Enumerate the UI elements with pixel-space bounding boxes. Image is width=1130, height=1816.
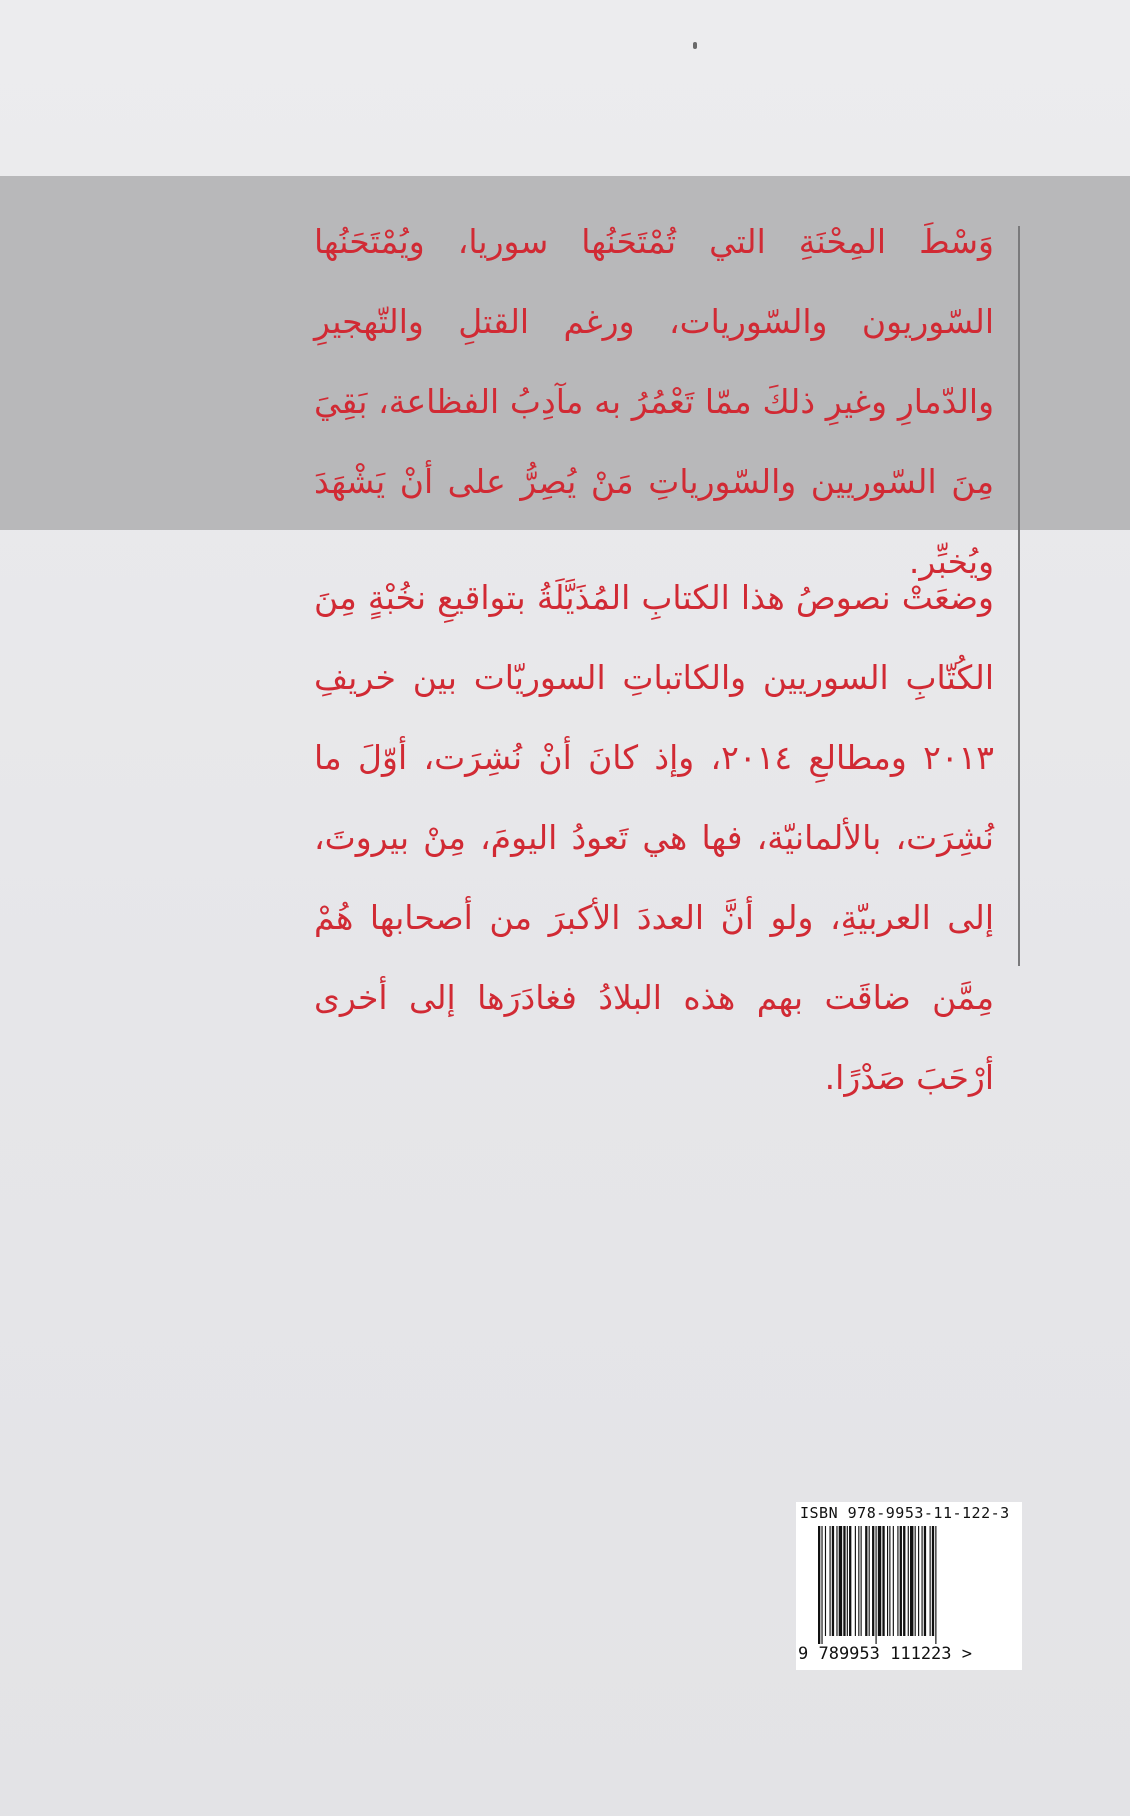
barcode-bar [935, 1526, 936, 1644]
barcode-bar [865, 1526, 867, 1636]
barcode-bar [922, 1526, 923, 1636]
barcode-bar [855, 1526, 856, 1636]
barcode-bar [869, 1526, 870, 1636]
blurb-paragraph-1: وَسْطَ المِحْنَةِ التي تُمْتَحَنُها سوريا، ويُمْتَحَنُها السّوريون والسّوريات، ورغم القتلِ والتّهجيرِ والدّمارِ وغيرِ ذلكَ ممّا تَعْمُرُ به مآدِبُ الفظاعة، بَقِيَ مِنَ السّوريين والسّورياتِ مَنْ يُصِرُّ على أنْ يَشْهَدَ ويُخبِّر. [314, 222, 994, 581]
barcode-bar [900, 1526, 902, 1636]
barcode-bar [903, 1526, 905, 1636]
barcode-bar [876, 1526, 877, 1644]
barcode-bar [910, 1526, 913, 1636]
barcode-bar [915, 1526, 916, 1636]
barcode-bar [932, 1526, 934, 1636]
barcode-bar [825, 1526, 826, 1636]
barcode-bar [893, 1526, 894, 1636]
barcode-bar [887, 1526, 888, 1636]
barcode-bar [843, 1526, 845, 1636]
barcode-bar [839, 1526, 842, 1636]
barcode-digits: 9 789953 111223 > [798, 1644, 972, 1664]
barcode-bar [872, 1526, 874, 1636]
barcode-bar [830, 1526, 831, 1636]
barcode-bar [897, 1526, 898, 1636]
barcode-bar [836, 1526, 837, 1636]
isbn-label: ISBN 978-9953-11-122-3 [800, 1504, 1010, 1522]
barcode-bar [849, 1526, 851, 1636]
barcode-bar [918, 1526, 919, 1636]
barcode-bars [818, 1526, 990, 1644]
barcode-bar [889, 1526, 890, 1636]
print-speck [693, 42, 697, 49]
barcode-bar [924, 1526, 926, 1636]
barcode-bar [882, 1526, 884, 1636]
barcode-bar [878, 1526, 881, 1636]
barcode-bar [858, 1526, 859, 1636]
vertical-rule [1018, 226, 1020, 966]
barcode-bar [930, 1526, 931, 1636]
barcode-bar [832, 1526, 834, 1636]
isbn-barcode [796, 1502, 1022, 1670]
barcode-bar [821, 1526, 822, 1644]
blurb-paragraph-2: وضعَتْ نصوصُ هذا الكتابِ المُذَيَّلَةُ بتواقيعِ نخُبْةٍ مِنَ الكُتّابِ السوريين والكاتباتِ السوريّات بين خريفِ ٢٠١٣ ومطالعِ ٢٠١٤، وإذ كانَ أنْ نُشِرَت، أوّلَ ما نُشِرَت، بالألمانيّة، فها هي تَعودُ اليومَ، مِنْ بيروتَ، إلى العربيّةِ، ولو أنَّ العددَ الأكبرَ من أصحابها هُمْ مِمَّن ضاقَت بهم هذه البلادُ فغادَرَها إلى أخرى أرْحَبَ صَدْرًا. [314, 578, 994, 1097]
barcode-bar [847, 1526, 848, 1636]
barcode-bar [861, 1526, 862, 1636]
barcode-bar [908, 1526, 909, 1636]
barcode-bar [818, 1526, 820, 1644]
